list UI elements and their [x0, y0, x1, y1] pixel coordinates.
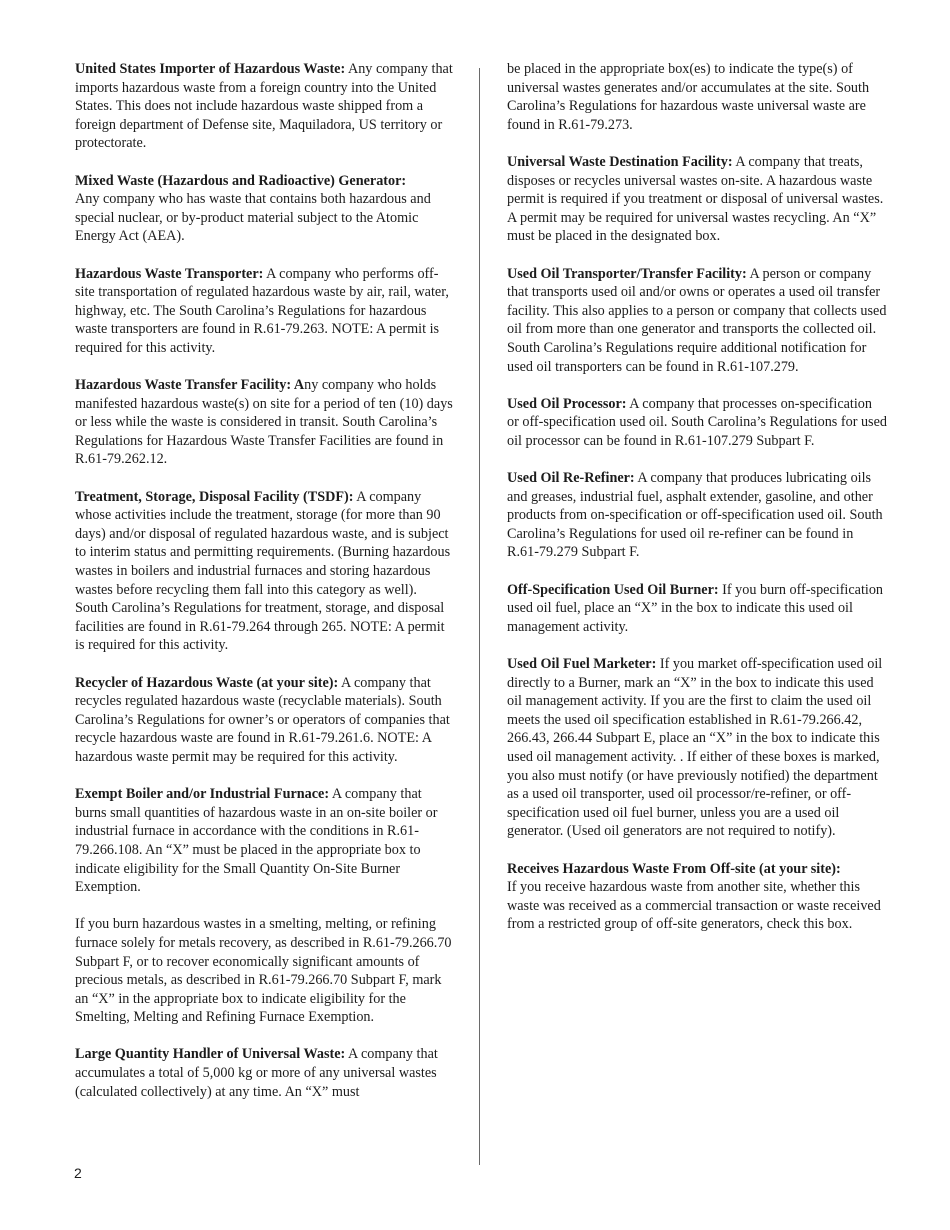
definition-text: A company who performs off-site transportation of regulated hazardous waste by air, rail, water, highway, etc. The South Carolina’s Regulations for hazardous waste transporters are found in R.61-79.263. NOTE: A permit is required for this activity. [75, 265, 449, 356]
definition-text: A company that produces lubricating oils and greases, industrial fuel, asphalt extender, gasoline, and other products from on-specification or off-specification used oil. South Carolina’s Regulations for used oil re-refiner can be found in R.61-79.279 Subpart F. [507, 470, 883, 561]
definition-hazardous-waste-transporter [75, 265, 453, 358]
definition-text: If you market off-specification used oil directly to a Burner, mark an “X” in the box to indicate this used oil management activity. If you are the first to claim the used oil meets the used oil specification established in R.61-79.266.42, 266.43, 266.44 Subpart E, place an “X” in the box to indicate this used oil management activity. . If either of these boxes is marked, you also must notify (or have previously notified) the department as a used oil transporter, used oil processor/re-refiner, or off-specification used oil fuel burner, unless you are a used oil generator. (Used oil generators are not required to notify). [507, 656, 883, 840]
definition-text: If you burn off-specification used oil fuel, place an “X” in the box to indicate this used oil management activity. [507, 581, 884, 635]
definition-exempt-boiler [75, 785, 453, 897]
term-heading: Off-Specification Used Oil Burner: [507, 581, 719, 598]
term-heading: Hazardous Waste Transporter: [75, 265, 264, 282]
definition-text: ny company who holds manifested hazardous waste(s) on site for a period of ten (10) days or less while the waste is considered in transit. South Carolina’s Regulations for Hazardous Waste Transfer Facilities are found in R.61-79.262.12. [75, 377, 453, 468]
term-heading: Exempt Boiler and/or Industrial Furnace: [75, 786, 330, 803]
definition-used-oil-fuel-marketer [507, 655, 887, 841]
right-column [507, 60, 887, 953]
definition-us-importer [75, 60, 453, 153]
definition-text: Any company that imports hazardous waste from a foreign country into the United States. This does not include hazardous waste shipped from a foreign department of Defense site, Maquiladora, US territory or protectorate. [75, 61, 453, 152]
term-heading: Used Oil Fuel Marketer: [507, 656, 657, 672]
term-heading: Treatment, Storage, Disposal Facility (TSDF): [75, 488, 354, 505]
definition-text: If you burn hazardous wastes in a smelting, melting, or refining furnace solely for metals recovery, as described in R.61-79.266.70 Subpart F, or to recover economically significant amounts of precious metals, as described in R.61-79.266.70 Subpart F, mark an “X” in the appropriate box to indicate eligibility for the Smelting, Melting and Refining Furnace Exemption. [75, 916, 452, 1026]
definition-recycler [75, 674, 453, 767]
definition-used-oil-re-refiner [507, 469, 887, 562]
page-number: 2 [74, 1165, 82, 1181]
definition-text: If you receive hazardous waste from another site, whether this waste was received as a commercial transaction or waste received from a restricted group of off-site generators, check this box. [507, 879, 881, 933]
definition-text: A company whose activities include the treatment, storage (for more than 90 days) and/or disposal of regulated hazardous waste, and is subject to interim status and permitting requirements. (Burning hazardous wastes in boilers and industrial furnaces and storing hazardous wastes before recycling them fall into this category as well). South Carolina’s Regulations for treatment, storage, and disposal facilities are found in R.61-79.264 through 265. NOTE: A permit is required for this activity. [75, 488, 451, 654]
definition-mixed-waste-generator [75, 172, 453, 246]
definition-tsdf [75, 488, 453, 655]
definition-transfer-facility [75, 376, 453, 469]
left-column [75, 60, 453, 1120]
definition-used-oil-transporter [507, 265, 887, 377]
definition-receives-offsite-waste [507, 860, 887, 934]
definition-text: A company that processes on-specification or off-specification used oil. South Carolina’s Regulations for used oil processor can be found in R.61-107.279 Subpart F. [507, 395, 887, 449]
term-heading: Receives Hazardous Waste From Off-site (at your site): [507, 860, 841, 877]
term-heading: Universal Waste Destination Facility: [507, 153, 733, 170]
definition-universal-waste-destination [507, 153, 887, 246]
paragraph-universal-waste-continuation [507, 60, 887, 134]
definition-large-quantity-handler [75, 1045, 453, 1101]
term-heading: Large Quantity Handler of Universal Waste: [75, 1046, 346, 1063]
term-heading: Recycler of Hazardous Waste (at your site): [75, 674, 339, 691]
definition-text: A person or company that transports used oil and/or owns or operates a used oil transfer facility. This also applies to a person or company that collects used oil from more than one generator and transports the collected oil. South Carolina’s Regulations require additional notification for used oil transporters can be found in R.61-107.279. [507, 265, 887, 375]
definition-text: Any company who has waste that contains both hazardous and special nuclear, or by-product material subject to the Atomic Energy Act (AEA). [75, 191, 431, 245]
definition-text: A company that recycles regulated hazardous waste (recyclable materials). South Carolina’s Regulations for owner’s or operators of companies that recycle hazardous waste are found in R.61-79.261.6. NOTE: A hazardous waste permit may be required for this activity. [75, 674, 450, 765]
definition-text: be placed in the appropriate box(es) to indicate the type(s) of universal wastes generates and/or accumulates at the site. South Carolina’s Regulations for hazardous waste universal waste are found in R.61-79.273. [507, 61, 870, 133]
term-heading: Used Oil Processor: [507, 395, 627, 412]
term-heading: United States Importer of Hazardous Waste: [75, 61, 346, 77]
term-heading: Used Oil Re-Refiner: [507, 470, 635, 487]
column-divider [479, 68, 480, 1165]
definition-used-oil-processor [507, 395, 887, 451]
definition-text: A company that treats, disposes or recycles universal wastes on-site. A hazardous waste permit is required if you treatment or disposal of universal wastes. A permit may be required for universal wastes recycling. An “X” must be placed in the designated box. [507, 153, 884, 245]
term-heading: Mixed Waste (Hazardous and Radioactive) Generator: [75, 172, 407, 189]
definition-text: A company that accumulates a total of 5,000 kg or more of any universal wastes (calculated collectively) at any time. An “X” must [75, 1046, 438, 1100]
paragraph-smelting-exemption [75, 915, 453, 1027]
term-heading: Hazardous Waste Transfer Facility: A [75, 377, 305, 394]
term-heading: Used Oil Transporter/Transfer Facility: [507, 265, 747, 282]
definition-off-spec-burner [507, 581, 887, 637]
definition-text: A company that burns small quantities of hazardous waste in an on-site boiler or industrial furnace in accordance with the conditions in R.61-79.266.108. An “X” must be placed in the appropriate box to indicate eligibility for the Small Quantity On-Site Burner Exemption. [75, 786, 438, 896]
